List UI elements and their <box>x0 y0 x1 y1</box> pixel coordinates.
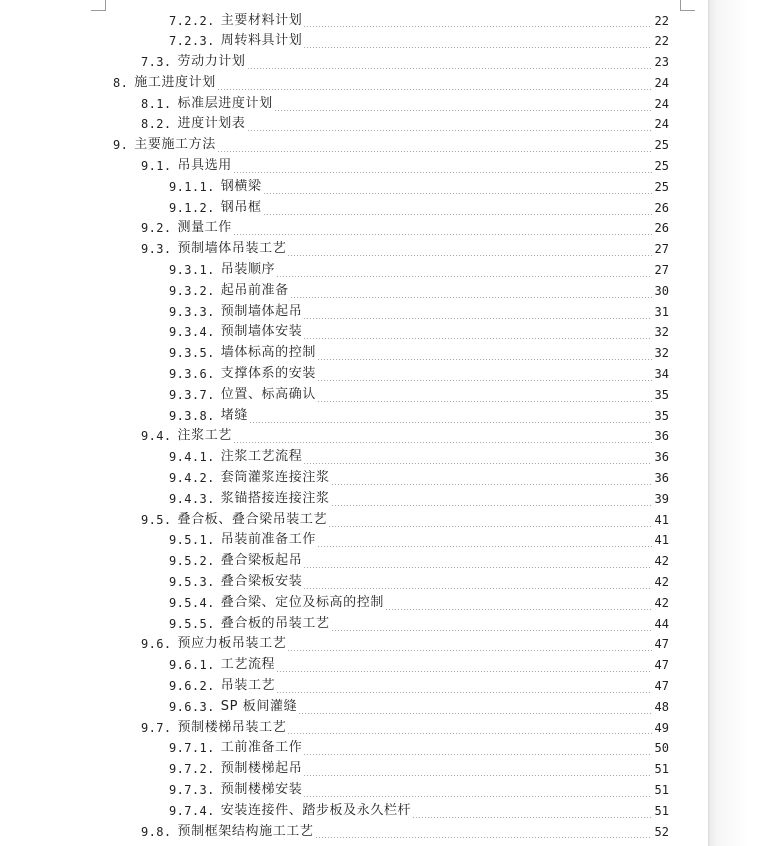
toc-entry[interactable] <box>0 343 708 364</box>
toc-dot-leader <box>290 297 652 298</box>
toc-entry[interactable] <box>0 218 708 239</box>
toc-entry-page-number: 49 <box>654 720 669 735</box>
toc-dot-leader <box>328 526 652 527</box>
toc-entry-number: 9.7.2. <box>169 762 215 777</box>
toc-entry-title: 预制框架结构施工工艺 <box>177 823 314 839</box>
toc-entry[interactable] <box>0 676 708 697</box>
toc-entry-title: 支撑体系的安装 <box>220 366 316 382</box>
toc-entry-page-number: 32 <box>654 346 669 361</box>
toc-entry[interactable] <box>0 572 708 593</box>
toc-entry-number: 9.4.1. <box>169 450 215 465</box>
toc-entry-number: 7.3. <box>141 55 172 70</box>
toc-entry-title: 注浆工艺流程 <box>220 449 303 465</box>
toc-entry-page-number: 44 <box>654 616 669 631</box>
toc-entry-number: 9.3.3. <box>169 304 215 319</box>
toc-entry-page-number: 25 <box>654 159 669 174</box>
toc-dot-leader <box>303 26 652 27</box>
toc-entry-page-number: 42 <box>654 554 669 569</box>
toc-entry-number: 9.4. <box>141 429 172 444</box>
toc-entry[interactable] <box>0 31 708 52</box>
toc-entry[interactable] <box>0 447 708 468</box>
toc-entry-title: 钢横梁 <box>220 178 262 194</box>
toc-entry-title: SP 板间灌缝 <box>220 698 298 714</box>
toc-entry-number: 8.1. <box>141 96 172 111</box>
toc-entry-title: 注浆工艺 <box>177 428 232 444</box>
toc-entry-page-number: 23 <box>654 55 669 70</box>
toc-entry-number: 9.5.1. <box>169 533 215 548</box>
page-corner-mark-right <box>680 0 695 11</box>
toc-entry-number: 9.1.1. <box>169 179 215 194</box>
toc-entry[interactable] <box>0 593 708 614</box>
toc-entry-number: 9.3.7. <box>169 387 215 402</box>
toc-dot-leader <box>233 442 652 443</box>
toc-dot-leader <box>303 338 652 339</box>
toc-entry-number: 9.1.2. <box>169 200 215 215</box>
toc-entry[interactable] <box>0 510 708 531</box>
toc-entry-page-number: 47 <box>654 637 669 652</box>
toc-dot-leader <box>276 276 652 277</box>
toc-entry[interactable] <box>0 697 708 718</box>
toc-entry-title: 钢吊框 <box>220 199 262 215</box>
toc-dot-leader <box>247 130 652 131</box>
toc-entry-number: 8. <box>113 75 129 90</box>
toc-entry-title: 工艺流程 <box>220 657 276 673</box>
toc-entry[interactable] <box>0 281 708 302</box>
toc-entry-number: 9.3. <box>141 242 172 257</box>
toc-entry[interactable] <box>0 718 708 739</box>
toc-entry[interactable] <box>0 114 708 135</box>
toc-entry-page-number: 25 <box>654 179 669 194</box>
toc-entry-title: 起吊前准备 <box>220 282 289 298</box>
toc-entry-title: 叠合梁、定位及标高的控制 <box>220 594 384 610</box>
toc-dot-leader <box>303 47 652 48</box>
toc-entry[interactable] <box>0 614 708 635</box>
toc-dot-leader <box>317 380 652 381</box>
toc-entry-title: 周转料具计划 <box>220 33 303 49</box>
toc-entry[interactable] <box>0 406 708 427</box>
toc-entry-title: 吊装前准备工作 <box>220 532 316 548</box>
toc-entry-title: 叠合板的吊装工艺 <box>220 615 330 631</box>
toc-entry-page-number: 26 <box>654 200 669 215</box>
toc-entry-number: 9.5.5. <box>169 616 215 631</box>
toc-entry-page-number: 26 <box>654 221 669 236</box>
toc-entry-page-number: 48 <box>654 699 669 714</box>
toc-entry-title: 施工进度计划 <box>134 74 216 90</box>
toc-dot-leader <box>249 422 652 423</box>
toc-entry[interactable] <box>0 73 708 94</box>
toc-entry-title: 堵缝 <box>220 407 248 423</box>
toc-dot-leader <box>287 255 652 256</box>
toc-entry-number: 9.3.1. <box>169 263 215 278</box>
toc-entry-title: 套筒灌浆连接注浆 <box>220 470 330 486</box>
toc-dot-leader <box>287 733 652 734</box>
toc-entry-page-number: 51 <box>654 762 669 777</box>
toc-dot-leader <box>331 630 652 631</box>
toc-entry-title: 浆锚搭接连接注浆 <box>220 490 330 506</box>
toc-entry-page-number: 47 <box>654 679 669 693</box>
toc-dot-leader <box>412 817 652 818</box>
toc-dot-leader <box>303 796 652 797</box>
toc-entry[interactable] <box>0 634 708 655</box>
toc-dot-leader <box>247 68 652 69</box>
toc-entry-number: 9.6.1. <box>169 658 215 673</box>
toc-entry-number: 9.3.2. <box>169 283 215 298</box>
toc-entry-number: 9.3.5. <box>169 346 215 361</box>
toc-entry-title: 墙体标高的控制 <box>220 345 316 361</box>
toc-dot-leader <box>331 505 652 506</box>
toc-entry-page-number: 30 <box>654 283 669 298</box>
page-edge-shadow <box>708 0 780 846</box>
toc-entry-number: 9.6.2. <box>169 679 215 693</box>
toc-entry-page-number: 51 <box>654 782 669 797</box>
toc-entry[interactable] <box>0 135 708 156</box>
toc-entry-page-number: 36 <box>654 429 669 444</box>
toc-entry-title: 测量工作 <box>177 220 232 236</box>
toc-dot-leader <box>317 359 652 360</box>
toc-entry-title: 位置、标高确认 <box>220 386 316 402</box>
toc-entry-page-number: 25 <box>654 138 669 153</box>
toc-dot-leader <box>298 713 652 714</box>
toc-entry-number: 7.2.2. <box>169 13 215 28</box>
toc-entry[interactable] <box>0 385 708 406</box>
toc-entry-title: 主要施工方法 <box>134 137 216 153</box>
toc-entry[interactable] <box>0 655 708 676</box>
toc-entry-number: 9.8. <box>141 824 172 839</box>
toc-entry[interactable] <box>0 52 708 73</box>
toc-entry-title: 标准层进度计划 <box>177 95 273 111</box>
toc-entry[interactable] <box>0 530 708 551</box>
toc-entry-title: 主要材料计划 <box>220 12 303 28</box>
toc-entry[interactable] <box>0 177 708 198</box>
toc-entry-number: 9.6.3. <box>169 699 215 714</box>
toc-entry-number: 7.2.3. <box>169 34 215 49</box>
toc-dot-leader <box>315 837 652 838</box>
toc-entry-title: 吊装工艺 <box>220 678 276 693</box>
toc-dot-leader <box>303 754 652 755</box>
toc-entry-page-number: 22 <box>654 13 669 28</box>
toc-entry-page-number: 27 <box>654 242 669 257</box>
toc-entry-page-number: 22 <box>654 34 669 49</box>
toc-entry[interactable] <box>0 364 708 385</box>
toc-entry-title: 预制墙体安装 <box>220 324 303 340</box>
toc-entry-title: 预制楼梯起吊 <box>220 761 303 777</box>
toc-entry-title: 叠合梁板安装 <box>220 574 303 590</box>
toc-entry[interactable] <box>0 822 708 843</box>
toc-dot-leader <box>303 567 652 568</box>
toc-dot-leader <box>263 214 652 215</box>
toc-dot-leader <box>385 609 652 610</box>
toc-entry-title: 吊具选用 <box>177 158 232 174</box>
toc-entry-number: 9.5.2. <box>169 554 215 569</box>
toc-entry[interactable] <box>0 780 708 801</box>
toc-entry-page-number: 42 <box>654 575 669 590</box>
toc-dot-leader <box>276 692 652 693</box>
toc-entry-number: 9.3.8. <box>169 408 215 423</box>
toc-entry-title: 叠合板、叠合梁吊装工艺 <box>177 511 328 527</box>
toc-entry[interactable] <box>0 738 708 759</box>
toc-entry-title: 吊装顺序 <box>220 262 276 278</box>
toc-entry[interactable] <box>0 239 708 260</box>
toc-entry-number: 9.6. <box>141 637 172 652</box>
toc-entry-number: 9. <box>113 138 129 153</box>
toc-entry-page-number: 24 <box>654 75 669 90</box>
toc-entry[interactable] <box>0 198 708 219</box>
toc-entry-page-number: 31 <box>654 304 669 319</box>
toc-entry-page-number: 51 <box>654 803 669 818</box>
toc-entry[interactable] <box>0 551 708 572</box>
toc-entry-number: 9.1. <box>141 159 172 174</box>
toc-entry-title: 工前准备工作 <box>220 740 303 756</box>
toc-entry-page-number: 32 <box>654 325 669 340</box>
toc-dot-leader <box>303 588 652 589</box>
toc-entry[interactable] <box>0 468 708 489</box>
toc-entry-number: 9.3.6. <box>169 367 215 382</box>
toc-entry-page-number: 35 <box>654 387 669 402</box>
toc-entry[interactable] <box>0 426 708 447</box>
toc-entry-title: 劳动力计划 <box>177 54 246 70</box>
toc-entry-number: 9.2. <box>141 221 172 236</box>
toc-entry-number: 9.5.4. <box>169 595 215 610</box>
toc-entry-number: 9.4.2. <box>169 471 215 486</box>
toc-entry[interactable] <box>0 759 708 780</box>
toc-entry-page-number: 24 <box>654 96 669 111</box>
toc-entry[interactable] <box>0 260 708 281</box>
toc-entry-title: 预应力板吊装工艺 <box>177 636 287 652</box>
toc-entry-number: 9.7.4. <box>169 803 215 818</box>
toc-entry-page-number: 36 <box>654 450 669 465</box>
page-corner-mark-left <box>91 0 106 11</box>
toc-entry[interactable] <box>0 322 708 343</box>
toc-entry-number: 9.4.3. <box>169 491 215 506</box>
toc-dot-leader <box>331 484 652 485</box>
toc-dot-leader <box>217 151 652 152</box>
toc-dot-leader <box>263 193 652 194</box>
toc-entry[interactable] <box>0 489 708 510</box>
toc-entry-number: 9.3.4. <box>169 325 215 340</box>
toc-entry-page-number: 41 <box>654 533 669 548</box>
toc-entry-page-number: 39 <box>654 491 669 506</box>
toc-dot-leader <box>317 401 652 402</box>
toc-entry[interactable] <box>0 156 708 177</box>
toc-entry-title: 预制墙体起吊 <box>220 303 303 319</box>
toc-entry-number: 9.7.3. <box>169 782 215 797</box>
toc-entry-title: 进度计划表 <box>177 116 246 132</box>
toc-entry-page-number: 52 <box>654 824 669 839</box>
toc-entry-number: 9.5.3. <box>169 575 215 590</box>
toc-dot-leader <box>217 89 652 90</box>
toc-dot-leader <box>274 110 652 111</box>
toc-entry-number: 9.7.1. <box>169 741 215 756</box>
toc-entry-page-number: 50 <box>654 741 669 756</box>
toc-entry-page-number: 35 <box>654 408 669 423</box>
toc-entry[interactable] <box>0 94 708 115</box>
toc-entry-title: 叠合梁板起吊 <box>220 553 303 569</box>
toc-entry[interactable] <box>0 11 708 32</box>
toc-dot-leader <box>276 671 652 672</box>
toc-entry-title: 安装连接件、踏步板及永久栏杆 <box>220 802 412 818</box>
toc-entry-title: 预制楼梯吊装工艺 <box>177 719 287 735</box>
toc-dot-leader <box>233 234 652 235</box>
toc-entry-title: 预制墙体吊装工艺 <box>177 241 287 257</box>
table-of-contents <box>0 11 708 843</box>
toc-dot-leader <box>233 172 652 173</box>
toc-entry[interactable] <box>0 302 708 323</box>
toc-dot-leader <box>317 546 652 547</box>
toc-entry-title: 预制楼梯安装 <box>220 781 303 797</box>
toc-entry-page-number: 27 <box>654 263 669 278</box>
toc-entry-number: 9.7. <box>141 720 172 735</box>
toc-dot-leader <box>303 318 652 319</box>
toc-dot-leader <box>287 650 652 651</box>
toc-entry-page-number: 36 <box>654 471 669 486</box>
toc-entry-page-number: 24 <box>654 117 669 132</box>
toc-entry-number: 8.2. <box>141 117 172 132</box>
toc-dot-leader <box>303 775 652 776</box>
toc-entry-page-number: 47 <box>654 658 669 673</box>
toc-entry-page-number: 42 <box>654 595 669 610</box>
toc-entry-page-number: 34 <box>654 367 669 382</box>
toc-entry-page-number: 41 <box>654 512 669 527</box>
toc-dot-leader <box>303 463 652 464</box>
toc-entry-number: 9.5. <box>141 512 172 527</box>
toc-entry[interactable] <box>0 801 708 822</box>
